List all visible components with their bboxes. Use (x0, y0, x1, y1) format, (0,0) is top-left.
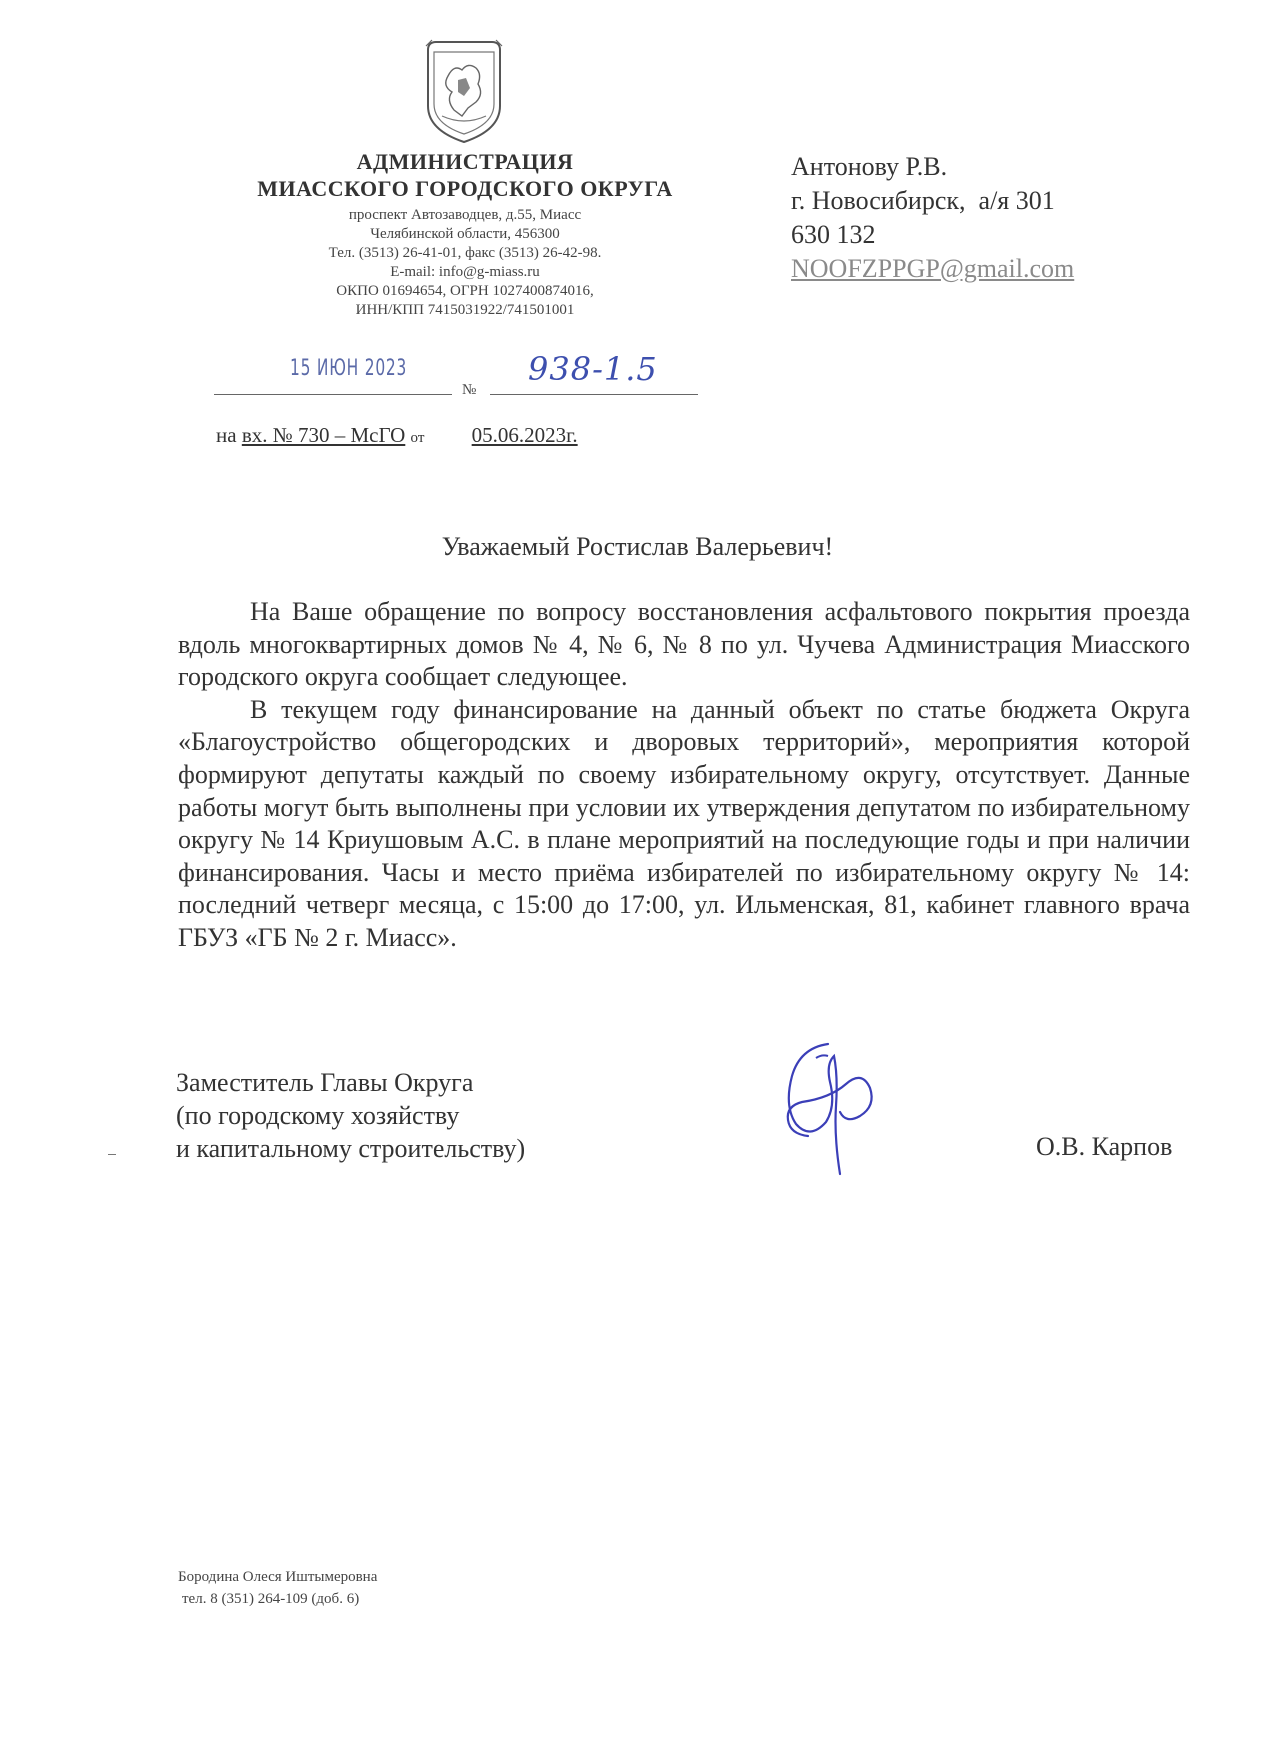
org-codes-line2: ИНН/КПП 7415031922/741501001 (355, 302, 575, 318)
letterhead (200, 148, 730, 320)
body-paragraph-2: В текущем году финансирование на данный объект по статье бюджета Округа «Благоустройство общегородских и дворовых территорий», мероприятия которой формируют депутаты каждый по своему избирательному округу, отсутствует. Данные работы могут быть выполнены при условии их утверждения депутатом по избирательному округу № 14 Криушовым А.С. в плане мероприятий на последующие годы и при наличии финансирования. Часы и место приёма избирателей по избирательному округу № 14: последний четверг месяца, с 15:00 до 17:00, ул. Ильменская, 81, кабинет главного врача ГБУЗ «ГБ № 2 г. Миасс». (178, 694, 1190, 952)
org-phone: Тел. (3513) 26-41-01, факс (3513) 26-42-98. (328, 245, 602, 261)
position-line3: и капитальному строительству) (176, 1134, 526, 1163)
org-address-line2: Челябинской области, 456300 (370, 226, 560, 242)
ref-date: 05.06.2023г. (471, 423, 578, 447)
position-line2: (по городскому хозяйству (176, 1101, 460, 1130)
executor-phone: тел. 8 (351) 264-109 (доб. 6) (182, 1591, 360, 1607)
outgoing-number: 938-1.5 (528, 350, 658, 388)
number-underline (490, 394, 698, 395)
handwritten-signature (770, 1036, 890, 1186)
addressee-name: Антонову Р.В. (791, 152, 948, 181)
org-email: E-mail: info@g-miass.ru (390, 264, 540, 280)
executor-block (178, 1566, 377, 1610)
signer-name: О.В. Карпов (1036, 1132, 1173, 1161)
ref-from-label: от (410, 430, 425, 446)
signer-position (176, 1066, 525, 1165)
ref-prefix: на (216, 423, 237, 447)
addressee-postcode: 630 132 (791, 220, 876, 249)
addressee-city: г. Новосибирск, а/я 301 (791, 186, 1055, 215)
org-codes-line1: ОКПО 01694654, ОГРН 1027400874016, (336, 283, 594, 299)
org-name-line1: АДМИНИСТРАЦИЯ (356, 149, 574, 174)
salutation: Уважаемый Ростислав Валерьевич! (441, 532, 834, 561)
scan-mark (108, 1154, 116, 1155)
ref-number: вх. № 730 – МсГО (241, 423, 406, 447)
incoming-reference (216, 423, 578, 448)
addressee-email[interactable]: NOOFZPPGP@gmail.com (791, 254, 1075, 283)
position-line1: Заместитель Главы Округа (176, 1068, 474, 1097)
executor-name: Бородина Олеся Иштымеровна (178, 1569, 378, 1585)
letter-body (178, 596, 1190, 955)
body-paragraph-1: На Ваше обращение по вопросу восстановления асфальтового покрытия проезда вдоль многоквартирных домов № 4, № 6, № 8 по ул. Чучева Администрация Миасского городского округа сообщает следующее. (178, 597, 1190, 692)
coat-of-arms-icon (418, 36, 510, 146)
org-name-line2: МИАССКОГО ГОРОДСКОГО ОКРУГА (257, 176, 673, 201)
org-address-line1: проспект Автозаводцев, д.55, Миасс (348, 207, 582, 223)
number-label: № (462, 382, 477, 398)
date-stamp: 15 ИЮН 2023 (290, 356, 408, 381)
addressee-block (791, 150, 1074, 286)
date-underline (214, 394, 452, 395)
